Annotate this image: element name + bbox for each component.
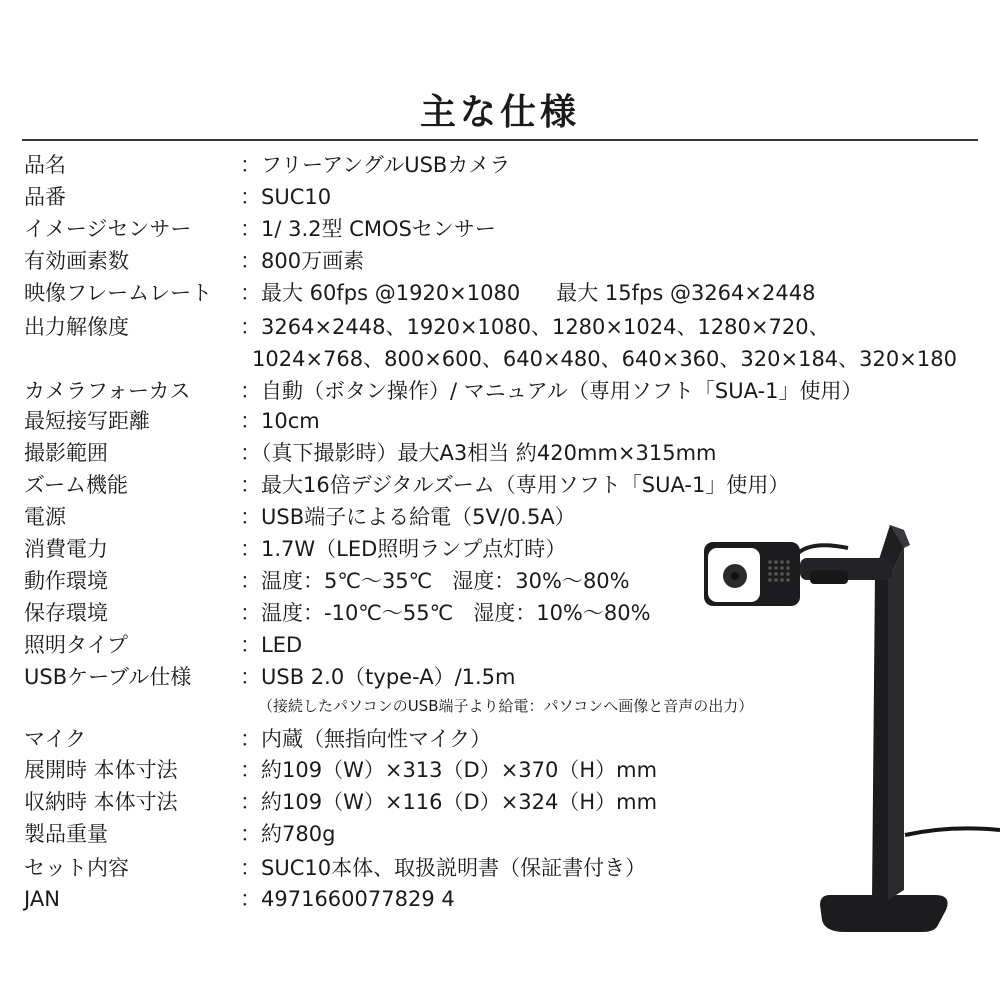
spec-value: ：1.7W（LED照明ランプ点灯時） bbox=[240, 537, 567, 561]
spec-value-part: 湿度：30%〜80% bbox=[452, 569, 630, 593]
spec-label: 有効画素数 bbox=[24, 249, 129, 273]
spec-value-part: ：温度：-10℃〜55℃ bbox=[240, 601, 454, 625]
spec-value: ：1/ 3.2型 CMOSセンサー bbox=[240, 217, 496, 241]
spec-value: ：LED bbox=[240, 633, 303, 657]
usb-camera-product-image bbox=[690, 500, 1000, 940]
spec-value: ：最大16倍デジタルズーム（専用ソフト「SUA-1」使用） bbox=[240, 473, 790, 497]
spec-value bbox=[240, 568, 630, 594]
spec-value-part: 最大 15fps @3264×2448 bbox=[556, 281, 816, 305]
spec-label: 動作環境 bbox=[24, 569, 108, 593]
spec-value: ：約780g bbox=[240, 822, 336, 846]
spec-label: イメージセンサー bbox=[24, 217, 192, 241]
spec-value: ：3264×2448、1920×1080、1280×1024、1280×720、 bbox=[240, 315, 830, 339]
spec-label: 保存環境 bbox=[24, 601, 108, 625]
spec-value: ：約109（W）×313（D）×370（H）mm bbox=[240, 758, 658, 782]
spec-value: ：USB端子による給電（5V/0.5A） bbox=[240, 505, 576, 529]
spec-label: 撮影範囲 bbox=[24, 441, 108, 465]
spec-value: ：フリーアングルUSBカメラ bbox=[240, 153, 511, 177]
spec-label: 製品重量 bbox=[24, 822, 108, 846]
spec-label: マイク bbox=[24, 727, 87, 751]
spec-value bbox=[240, 280, 815, 306]
spec-value bbox=[240, 600, 651, 626]
spec-value: ：内蔵（無指向性マイク） bbox=[240, 727, 492, 751]
spec-label: USBケーブル仕様 bbox=[24, 665, 192, 689]
spec-value-part: 湿度：10%〜80% bbox=[473, 601, 651, 625]
spec-label: JAN bbox=[24, 887, 60, 911]
spec-value-part: ：温度：5℃〜35℃ bbox=[240, 569, 433, 593]
spec-label: 映像フレームレート bbox=[24, 281, 213, 305]
spec-value: ：SUC10 bbox=[240, 185, 332, 209]
spec-value: ：800万画素 bbox=[240, 249, 365, 273]
spec-label: 出力解像度 bbox=[24, 315, 129, 339]
title-divider bbox=[22, 139, 978, 141]
spec-value: ：10cm bbox=[240, 409, 320, 433]
spec-value: ：4971660077829 4 bbox=[240, 887, 455, 911]
spec-label: カメラフォーカス bbox=[24, 379, 191, 403]
spec-value: ：自動（ボタン操作）/ マニュアル（専用ソフト「SUA-1」使用） bbox=[240, 379, 863, 403]
spec-label: 電源 bbox=[24, 505, 66, 529]
spec-note: （接続したパソコンのUSB端子より給電：パソコンへ画像と音声の出力） bbox=[258, 697, 754, 715]
spec-value: ：約109（W）×116（D）×324（H）mm bbox=[240, 790, 658, 814]
page-title: 主な仕様 bbox=[419, 92, 580, 133]
spec-label: 消費電力 bbox=[24, 537, 108, 561]
spec-label: 収納時 本体寸法 bbox=[24, 790, 178, 814]
spec-label: 品名 bbox=[24, 153, 66, 177]
spec-label: 展開時 本体寸法 bbox=[24, 758, 178, 782]
spec-label: 照明タイプ bbox=[24, 633, 128, 657]
spec-label: セット内容 bbox=[24, 856, 129, 880]
spec-value-part: ：最大 60fps @1920×1080 bbox=[240, 281, 521, 305]
spec-value: ：USB 2.0（type-A）/1.5m bbox=[240, 665, 516, 689]
spec-label: 最短接写距離 bbox=[24, 409, 150, 433]
spec-value: ：SUC10本体、取扱説明書（保証書付き） bbox=[240, 856, 647, 880]
spec-label: 品番 bbox=[24, 185, 66, 209]
spec-value: ：（真下撮影時）最大A3相当 約420mm×315mm bbox=[240, 441, 717, 465]
spec-label: ズーム機能 bbox=[24, 473, 128, 497]
spec-value-continuation: 1024×768、800×600、640×480、640×360、320×184、320×180 bbox=[252, 347, 957, 371]
